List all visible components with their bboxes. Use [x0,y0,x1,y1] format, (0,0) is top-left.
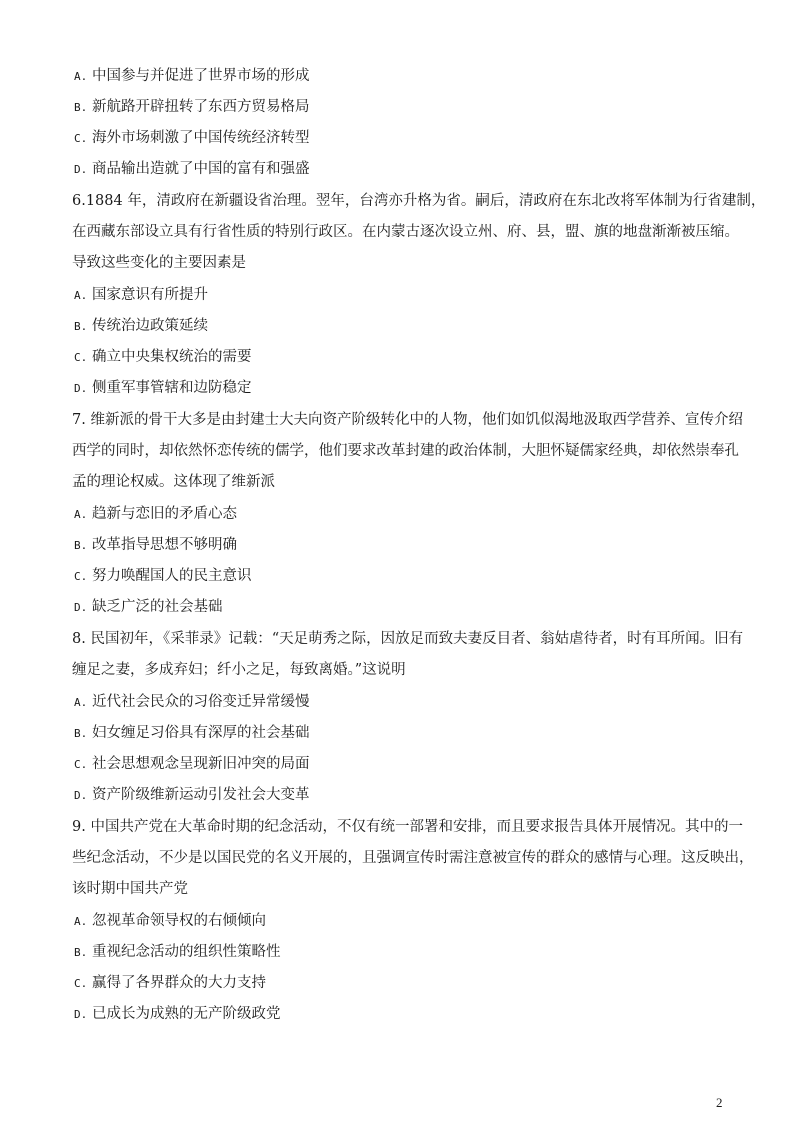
question-6-stem-line: 导致这些变化的主要因素是 [72,255,246,271]
question-7-stem-line: 孟的理论权威。这体现了维新派 [72,474,275,490]
option-c: C. 社会思想观念呈现新旧冲突的局面 [74,756,310,772]
option-b: B. 改革指导思想不够明确 [74,537,237,553]
question-7-stem-line: 7. 维新派的骨干大多是由封建士大夫向资产阶级转化中的人物，他们如饥似渴地汲取西学营养、宣传介绍 [72,412,743,428]
question-9-stem-line: 该时期中国共产党 [72,881,188,897]
option-d: D. 已成长为成熟的无产阶级政党 [74,1006,281,1022]
question-8-stem-line: 8. 民国初年，《采菲录》记载：“天足萌秀之际，因放足而致夫妻反目者、翁姑虐待者，时有耳所闻。旧有 [72,631,744,647]
option-a: A. 国家意识有所提升 [74,287,208,303]
option-d: D. 商品输出造就了中国的富有和强盛 [74,161,310,177]
option-c: C. 赢得了各界群众的大力支持 [74,975,266,991]
option-a: A. 忽视革命领导权的右倾倾向 [74,913,266,929]
question-6-stem-line: 6.1884 年，清政府在新疆设省治理。翌年，台湾亦升格为省。嗣后，清政府在东北改将军体制为行省建制， [72,193,766,209]
question-7-stem-line: 西学的同时，却依然怀恋传统的儒学，他们要求改革封建的政治体制，大胆怀疑儒家经典，却依然崇奉孔 [72,443,739,459]
question-9-stem-line: 些纪念活动，不少是以国民党的名义开展的，且强调宣传时需注意被宣传的群众的感情与心理。这反映出， [72,850,754,866]
option-b: B. 传统治边政策延续 [74,318,208,334]
option-a: A. 趋新与恋旧的矛盾心态 [74,506,237,522]
option-b: B. 妇女缠足习俗具有深厚的社会基础 [74,725,310,741]
question-9-stem-line: 9. 中国共产党在大革命时期的纪念活动，不仅有统一部署和安排，而且要求报告具体开展情况。其中的一 [72,819,743,835]
option-d: D. 侧重军事管辖和边防稳定 [74,380,252,396]
option-a: A. 近代社会民众的习俗变迁异常缓慢 [74,694,310,710]
page-number: 2 [716,1095,723,1110]
question-6-stem-line: 在西藏东部设立具有行省性质的特别行政区。在内蒙古逐次设立州、府、县，盟、旗的地盘渐渐被压缩。 [72,224,739,240]
question-8-stem-line: 缠足之妻，多成弃妇；纤小之足，每致离婚。”这说明 [72,662,406,678]
option-b: B. 新航路开辟扭转了东西方贸易格局 [74,99,310,115]
option-c: C. 海外市场刺激了中国传统经济转型 [74,130,310,146]
option-c: C. 确立中央集权统治的需要 [74,349,252,365]
option-c: C. 努力唤醒国人的民主意识 [74,568,252,584]
option-a: A. 中国参与并促进了世界市场的形成 [74,68,310,84]
option-d: D. 资产阶级维新运动引发社会大变革 [74,787,310,803]
option-b: B. 重视纪念活动的组织性策略性 [74,944,281,960]
option-d: D. 缺乏广泛的社会基础 [74,599,223,615]
